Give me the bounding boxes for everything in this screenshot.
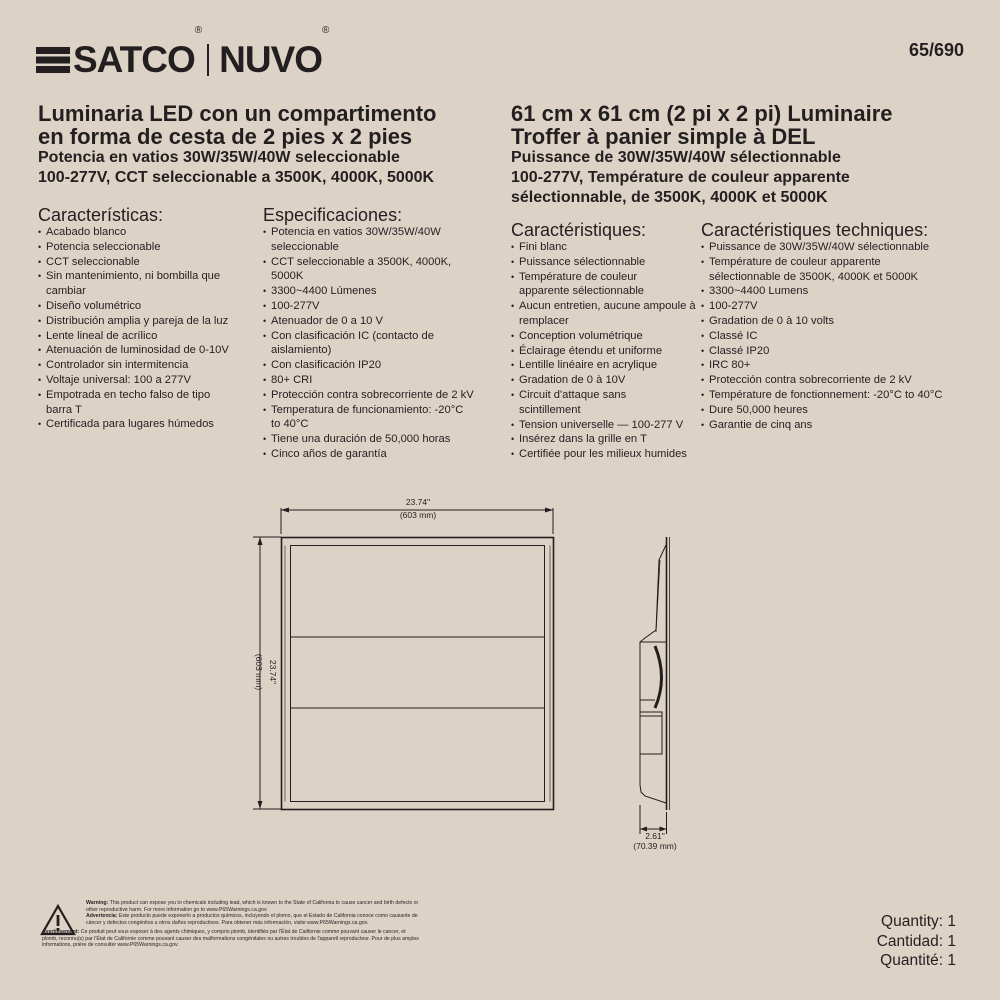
quantity-english: Quantity: 1 — [881, 913, 956, 930]
list-item: • Température de couleur apparente sélectionnable — [511, 270, 659, 300]
list-item: • Con clasificación IC (contacto de aislamiento) — [263, 329, 456, 359]
list-item: • Insérez dans la grille en T — [511, 432, 696, 447]
french-features-heading: Caractéristiques: — [511, 220, 647, 240]
warning-spanish: Advertencia: Este producto puede exponerlo a productos químicos, incluyendo el plomo, que el Estado de California conoce como causante de cáncer y defectos congénitos u otros daños reproductivos. Para obtener más información, visite www.P65Warnings.ca.gov. — [86, 913, 418, 926]
list-item: • Tension universelle — 100-277 V — [511, 418, 696, 433]
spanish-specs-heading: Especificaciones: — [263, 205, 403, 225]
list-item: • Classé IP20 — [701, 344, 971, 359]
list-item: • Puissance de 30W/35W/40W sélectionnable — [701, 240, 971, 255]
brand-divider — [207, 44, 209, 76]
spanish-specs — [263, 205, 483, 462]
french-specs-heading: Caractéristiques techniques: — [701, 220, 929, 240]
list-item: • Température de couleur apparente sélectionnable de 3500K, 4000K et 5000K — [701, 255, 934, 285]
prop65-warning — [42, 900, 422, 949]
list-item: • Potencia en vatios 30W/35W/40W seleccionable — [263, 225, 446, 255]
list-item: • Atenuador de 0 a 10 V — [263, 314, 483, 329]
list-item: • Con clasificación IP20 — [263, 358, 483, 373]
list-item: • 100-277V — [701, 299, 971, 314]
french-title-block — [511, 102, 971, 208]
dim-arrow — [281, 508, 289, 513]
list-item: • Aucun entretien, aucune ampoule à remplacer — [511, 299, 696, 329]
spanish-title-block — [38, 102, 488, 188]
french-specs-list — [701, 240, 971, 432]
side-view-driver-curve — [655, 646, 662, 708]
width-mm-label: (603 mm) — [399, 510, 437, 520]
list-item: • Classé IC — [701, 329, 971, 344]
spanish-features — [38, 205, 238, 432]
list-item: • Conception volumétrique — [511, 329, 696, 344]
list-item: • 100-277V — [263, 299, 483, 314]
list-item: • Certifiée pour les milieux humides — [511, 447, 696, 462]
spanish-sub-line2: 100-277V, CCT seleccionable a 3500K, 4000K, 5000K — [38, 169, 435, 186]
list-item: • 80+ CRI — [263, 373, 483, 388]
list-item: • Acabado blanco — [38, 225, 238, 240]
list-item: • IRC 80+ — [701, 358, 971, 373]
list-item: • Protección contra sobrecorriente de 2 kV — [263, 388, 483, 403]
warning-french: Avertissement: Ce produit peut vous exposer à des agents chimiques, y compris plomb, identifiés par l'État de Californie comme pouvant causer le cancer, et plomb, reconnu(s) par l'État de Californie comme pouvant causer des malformations congénitales ou autres troubles de l'appareil reproducteur. Pour de plus amples informations, prière de consulter www.P65Warnings.ca.gov. — [42, 929, 419, 948]
list-item: • Lentille linéaire en acrylique — [511, 358, 696, 373]
french-sub-line1: Puissance de 30W/35W/40W sélectionnable — [511, 149, 841, 166]
product-sku: 65/690 — [908, 40, 964, 60]
dim-arrow — [258, 537, 263, 545]
dimension-drawing — [0, 490, 1000, 860]
quantity-spanish: Cantidad: 1 — [876, 932, 956, 950]
spanish-specs-list — [263, 225, 483, 462]
spanish-sub-line1: Potencia en vatios 30W/35W/40W seleccionable — [38, 149, 400, 166]
list-item: • Gradation de 0 à 10V — [511, 373, 696, 388]
quantity-french: Quantité: 1 — [880, 952, 956, 969]
list-item: • Distribución amplia y pareja de la luz — [38, 314, 238, 329]
list-item: • Diseño volumétrico — [38, 299, 238, 314]
list-item: • 3300~4400 Lúmenes — [263, 284, 483, 299]
depth-inches-label: 2.61" — [645, 831, 665, 841]
height-inches-label: 23.74" — [268, 659, 278, 685]
list-item: • Sin mantenimiento, ni bombilla que cambiar — [38, 269, 238, 299]
width-inches-label: 23.74" — [405, 497, 431, 507]
list-item: • Température de fonctionnement: -20°C to 40°C — [701, 388, 971, 403]
list-item: • Fini blanc — [511, 240, 696, 255]
french-title-line1: 61 cm x 61 cm (2 pi x 2 pi) Luminaire — [511, 101, 893, 126]
list-item: • Tiene una duración de 50,000 horas — [263, 432, 483, 447]
warning-english: Warning: This product can expose you to chemicals including lead, which is known to the State of California to cause cancer and birth defects or other reproductive harm. For more information go to www.P65Warnings.ca.gov. — [86, 900, 419, 913]
list-item: • Lente lineal de acrílico — [38, 329, 238, 344]
spanish-title-line1: Luminaria LED con un compartimento — [38, 101, 437, 126]
fixture-outer-frame — [282, 538, 554, 810]
list-item: • CCT seleccionable — [38, 255, 238, 270]
french-features — [511, 220, 696, 462]
list-item: • Puissance sélectionnable — [511, 255, 696, 270]
spanish-title-line2: en forma de cesta de 2 pies x 2 pies — [38, 124, 413, 149]
side-view-junction-box — [640, 712, 662, 754]
list-item: • Temperatura de funcionamiento: -20°C to 40°C — [263, 403, 471, 433]
list-item: • Empotrada en techo falso de tipo barra T — [38, 388, 238, 418]
french-sub-line3: sélectionnable, de 3500K, 4000K et 5000K — [511, 189, 828, 206]
depth-mm-label: (70.39 mm) — [633, 841, 677, 851]
french-features-list — [511, 240, 696, 462]
spanish-features-list — [38, 225, 238, 432]
quantity-block — [877, 912, 956, 971]
list-item: • 3300~4400 Lumens — [701, 284, 971, 299]
list-item: • Controlador sin intermitencia — [38, 358, 238, 373]
list-item: • Gradation de 0 à 10 volts — [701, 314, 971, 329]
list-item: • Potencia seleccionable — [38, 240, 238, 255]
brand-logo — [36, 25, 329, 80]
list-item: • Dure 50,000 heures — [701, 403, 971, 418]
list-item: • Protección contra sobrecorriente de 2 kV — [701, 373, 971, 388]
satco-s-icon — [36, 43, 70, 77]
list-item: • Éclairage étendu et uniforme — [511, 344, 696, 359]
list-item: • Voltaje universal: 100 a 277V — [38, 373, 238, 388]
dim-arrow — [258, 801, 263, 809]
french-specs — [701, 220, 971, 432]
brand-nuvo: NUVO® — [219, 25, 329, 80]
dim-arrow — [545, 508, 553, 513]
french-title-line2: Troffer à panier simple à DEL — [511, 124, 816, 149]
list-item: • Cinco años de garantía — [263, 447, 483, 462]
list-item: • Certificada para lugares húmedos — [38, 417, 238, 432]
height-mm-label: (603 mm) — [254, 653, 264, 691]
fixture-inner-frame — [291, 546, 545, 802]
french-sub-line2: 100-277V, Température de couleur apparente — [511, 169, 850, 186]
list-item: • Atenuación de luminosidad de 0-10V — [38, 343, 238, 358]
list-item: • CCT seleccionable a 3500K, 4000K, 5000K — [263, 255, 456, 285]
spanish-features-heading: Características: — [38, 205, 164, 225]
list-item: • Circuit d'attaque sans scintillement — [511, 388, 649, 418]
brand-satco: SATCO® — [73, 25, 202, 80]
list-item: • Garantie de cinq ans — [701, 418, 971, 433]
